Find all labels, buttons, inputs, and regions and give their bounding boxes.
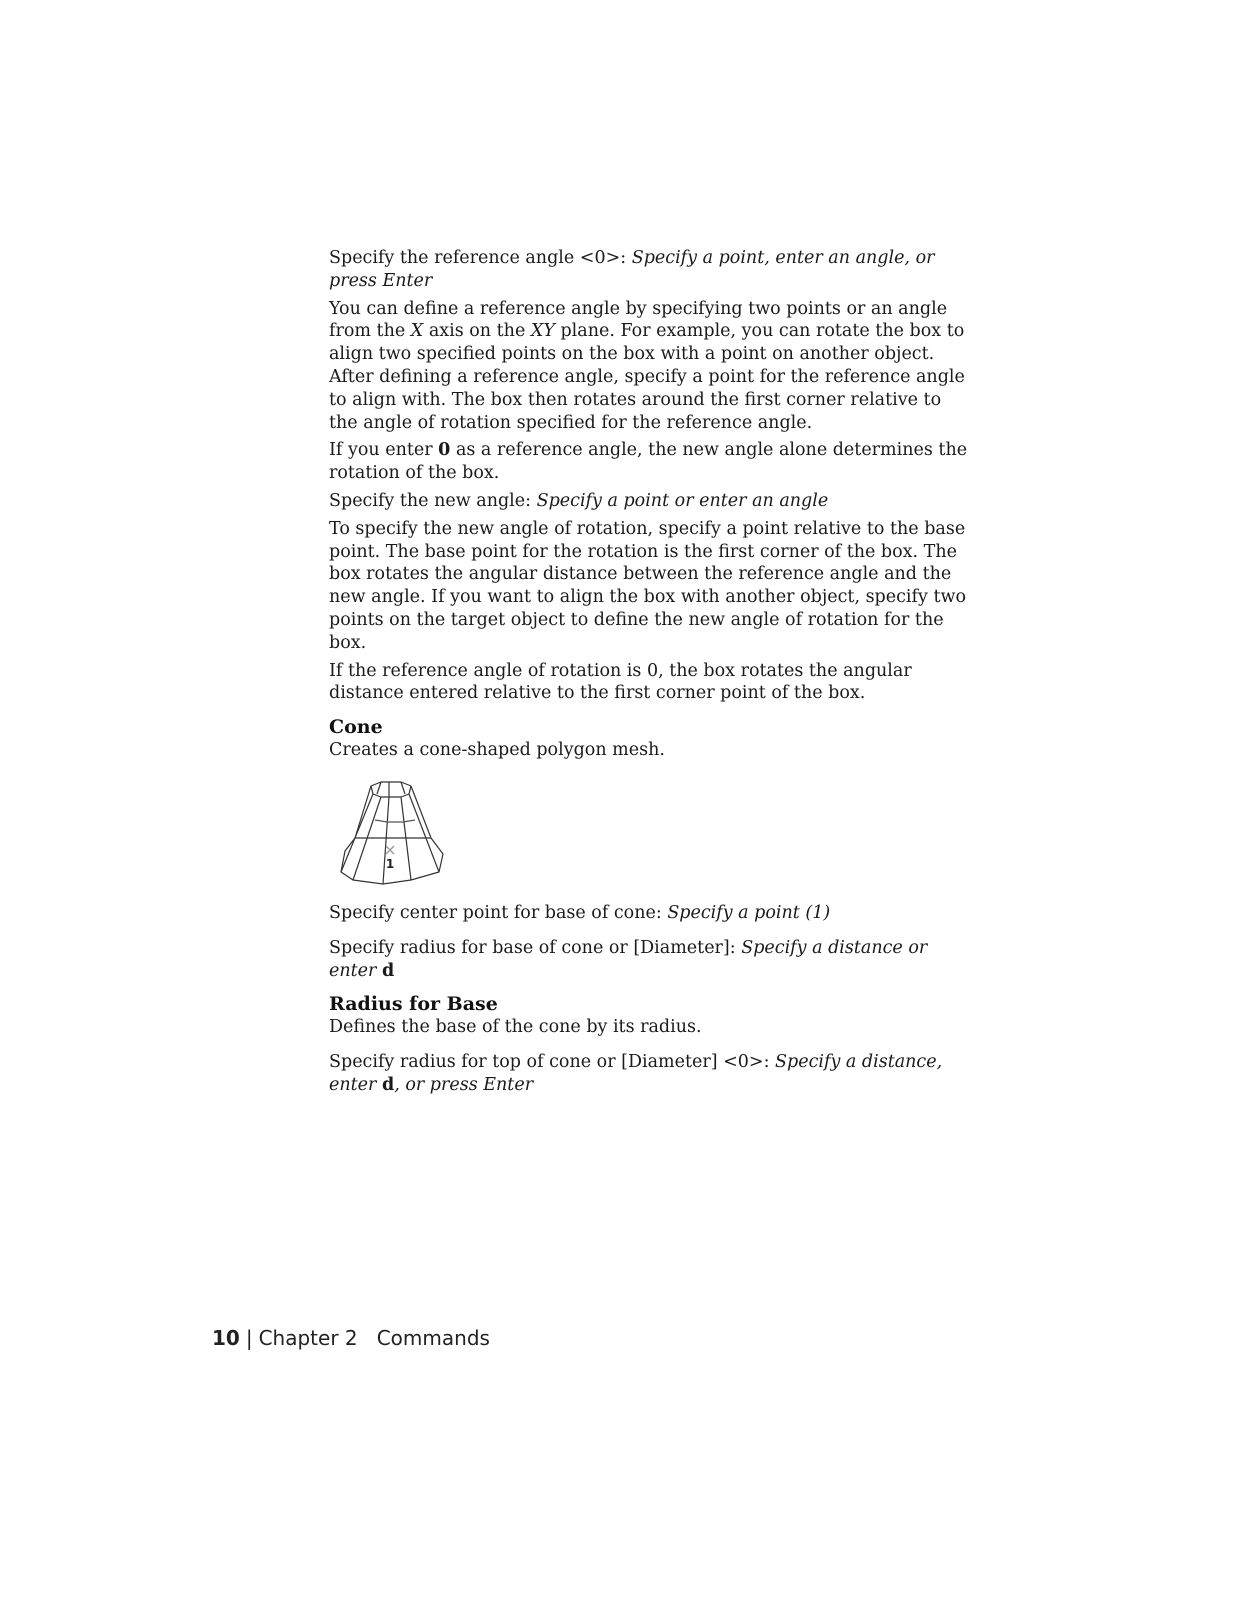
chapter-title: Commands xyxy=(376,1326,490,1350)
cone-mesh-figure xyxy=(331,776,451,888)
prompt-text: Specify the reference angle <0>: xyxy=(329,248,627,268)
prompt-hint: Specify a point or enter an angle xyxy=(536,490,829,511)
cone-description: Creates a cone-shaped polygon mesh. xyxy=(329,740,665,761)
prompt-text: Specify radius for base of cone or [Diameter]: xyxy=(329,937,736,958)
prompt-hint: , or press Enter xyxy=(394,1074,534,1095)
center-point-label: 1 xyxy=(385,856,395,871)
top-radius-prompt xyxy=(329,1051,969,1097)
text-run: If you enter xyxy=(329,440,433,461)
text-run: axis on the xyxy=(428,321,526,342)
prompt-text: Specify radius for top of cone or [Diameter] <0>: xyxy=(329,1052,770,1073)
reference-angle-paragraph xyxy=(329,298,969,435)
radius-for-base-description: Defines the base of the cone by its radius. xyxy=(329,1017,702,1038)
text-run: plane. For example, you can rotate the box to align two specified points on the box with a point on another object. After defining a reference angle, specify a point for the reference angle to align with. The box then rotates around the first corner relative to the angle of rotation specified for the reference angle. xyxy=(329,321,965,433)
center-point-prompt xyxy=(329,902,969,925)
option-key: d xyxy=(381,960,395,981)
cone-heading: Cone xyxy=(329,716,383,739)
prompt-hint: Specify a point, enter an angle, or press Enter xyxy=(329,248,935,291)
cone-mesh-icon xyxy=(331,776,451,888)
new-angle-prompt xyxy=(329,490,969,513)
page-number: 10 xyxy=(212,1326,240,1350)
prompt-hint: Specify a point (1) xyxy=(667,902,831,923)
zero-rotation-paragraph: If the reference angle of rotation is 0, the box rotates the angular distance entered relative to the first corner point of the box. xyxy=(329,660,912,704)
prompt-text: Specify center point for base of cone: xyxy=(329,902,662,923)
text-run: as a reference angle, the new angle alone determines the rotation of the box. xyxy=(329,440,968,484)
new-angle-paragraph: To specify the new angle of rotation, specify a point relative to the base point. The base point for the rotation is the first corner of the box. The box rotates the angular distance between the reference angle and the new angle. If you want to align the box with another object, specify two points on the target object to define the new angle of rotation for the box. xyxy=(329,518,966,653)
plane-name: XY xyxy=(530,321,555,342)
reference-angle-prompt xyxy=(329,247,969,293)
text-run: You can define a reference angle by specifying two points or an angle from the xyxy=(329,298,948,342)
prompt-hint: Specify a distance, enter xyxy=(329,1052,943,1095)
option-key: d xyxy=(381,1074,395,1095)
footer-separator: | xyxy=(245,1326,253,1350)
radius-for-base-heading: Radius for Base xyxy=(329,993,498,1016)
zero-angle-paragraph xyxy=(329,439,969,485)
page-content xyxy=(329,247,969,1102)
base-radius-prompt xyxy=(329,937,969,983)
chapter-label: Chapter 2 xyxy=(258,1326,358,1350)
axis-name: X xyxy=(410,321,424,342)
bold-value: 0 xyxy=(438,440,451,461)
prompt-text: Specify the new angle: xyxy=(329,490,532,511)
page-footer xyxy=(212,1326,490,1350)
prompt-hint: Specify a distance or enter xyxy=(329,937,928,981)
